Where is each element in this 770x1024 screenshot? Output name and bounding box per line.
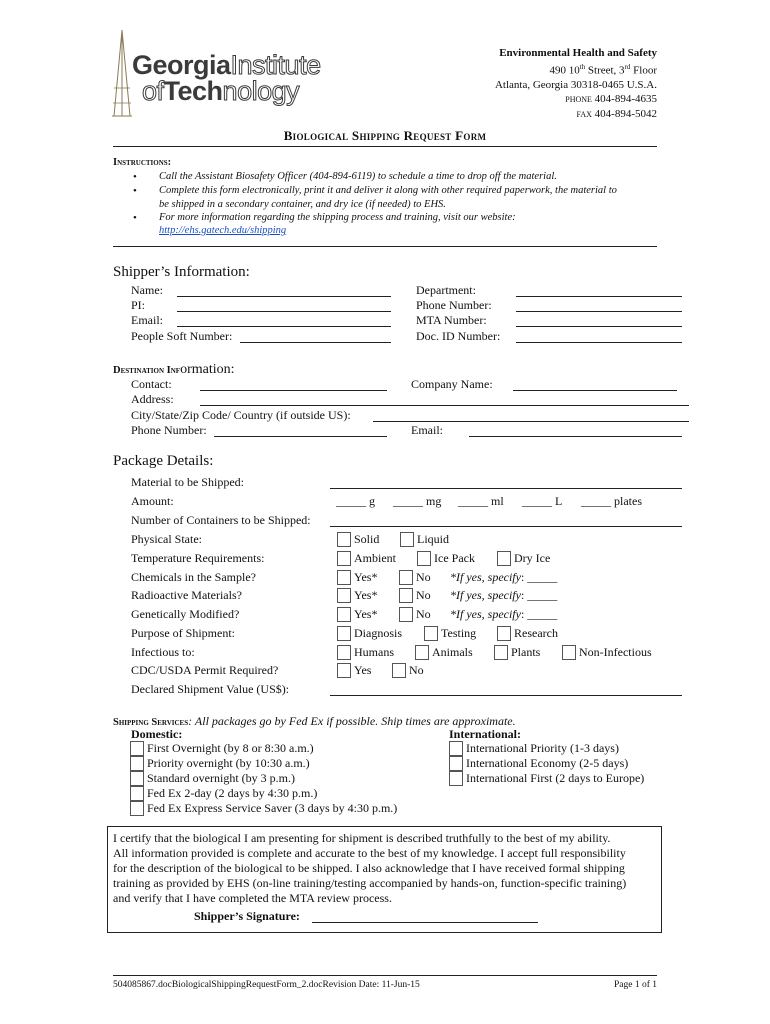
permit-yes-label: Yes [354,663,372,677]
chemicals-label: Chemicals in the Sample? [131,570,256,584]
genetically-no-label: No [416,607,431,621]
permit-label: CDC/USDA Permit Required? [131,663,279,677]
logo-nology: nology [222,76,300,106]
genetically-label: Genetically Modified? [131,607,240,621]
testing-label: Testing [441,626,477,640]
shipper-pi-field[interactable] [177,311,391,312]
cert-line-1: I certify that the biological I am presenting for shipment is described truthfully to the best of my ability. [113,831,611,845]
dest-email-label: Email: [411,423,443,437]
intl-first-checkbox[interactable] [449,771,463,786]
fedex-2day-label: Fed Ex 2-day (2 days by 4:30 p.m.) [147,786,318,800]
footer-rule [113,975,657,976]
fedex-2day-checkbox[interactable] [130,786,144,801]
radioactive-no-label: No [416,588,431,602]
doc-id-field[interactable] [516,342,682,343]
instruction-1: Call the Assistant Biosafety Officer (404-894-6119) to schedule a time to drop off the material. [159,171,557,182]
chemicals-no-checkbox[interactable] [399,570,413,585]
material-label: Material to be Shipped: [131,475,244,489]
permit-yes-checkbox[interactable] [337,663,351,678]
logo-of: of [142,76,164,106]
express-saver-label: Fed Ex Express Service Saver (3 days by 4:30 p.m.) [147,801,398,815]
chemicals-specify[interactable]: *If yes, specify: _____ [450,570,558,584]
dry-ice-checkbox[interactable] [497,551,511,566]
permit-no-label: No [409,663,424,677]
ice-pack-checkbox[interactable] [417,551,431,566]
city-field[interactable] [373,421,689,422]
footer-page-number: Page 1 of 1 [613,980,657,990]
instruction-3: For more information regarding the shipping process and training, visit our website: [159,212,516,223]
title-rule [113,146,657,147]
genetically-no-checkbox[interactable] [399,607,413,622]
amount-label: Amount: [131,494,174,508]
testing-checkbox[interactable] [424,626,438,641]
first-overnight-checkbox[interactable] [130,741,144,756]
bullet: • [133,212,137,224]
contact-label: Contact: [131,377,172,391]
dept-name: Environmental Health and Safety [499,47,657,59]
temperature-label: Temperature Requirements: [131,551,265,565]
department-label: Department: [416,283,476,297]
cert-line-2: All information provided is complete and accurate to the best of my knowledge. I accept full responsibility [113,846,626,860]
logo-georgia: Georgia [132,50,231,80]
chemicals-yes-label: Yes* [354,570,378,584]
radioactive-no-checkbox[interactable] [399,588,413,603]
logo-institute: Institute [230,50,321,80]
certification-box [107,826,662,933]
chemicals-yes-checkbox[interactable] [337,570,351,585]
declared-value-field[interactable] [330,695,682,696]
ambient-label: Ambient [354,551,396,565]
priority-overnight-checkbox[interactable] [130,756,144,771]
intl-priority-checkbox[interactable] [449,741,463,756]
international-label: International: [449,727,521,741]
ice-pack-label: Ice Pack [434,551,475,565]
shipper-heading: Shipper’s Information: [113,264,250,280]
amount-g[interactable]: _____ g [336,494,375,508]
humans-label: Humans [354,645,394,659]
shipper-name-label: Name: [131,283,163,297]
bullet: • [133,171,137,183]
signature-field[interactable] [312,922,538,923]
diagnosis-checkbox[interactable] [337,626,351,641]
intl-economy-checkbox[interactable] [449,756,463,771]
instruction-2: Complete this form electronically, print it and deliver it along with other required paperwork, the material to [159,185,617,196]
express-saver-checkbox[interactable] [130,801,144,816]
radioactive-label: Radioactive Materials? [131,588,242,602]
instructions-rule [113,246,657,247]
containers-field[interactable] [330,526,682,527]
shipping-website-link[interactable]: http://ehs.gatech.edu/shipping [159,225,287,236]
shipping-services-heading: Shipping Services [113,717,189,728]
standard-overnight-checkbox[interactable] [130,771,144,786]
non-infectious-label: Non-Infectious [579,645,652,659]
radioactive-specify[interactable]: *If yes, specify: _____ [450,588,558,602]
signature-label: Shipper’s Signature: [194,909,300,923]
solid-checkbox[interactable] [337,532,351,547]
intl-priority-label: International Priority (1-3 days) [466,741,619,755]
radioactive-yes-label: Yes* [354,588,378,602]
company-field[interactable] [513,390,677,391]
fax-line: FAX 404-894-5042 [576,107,657,120]
shipper-phone-field[interactable] [516,311,682,312]
intl-first-label: International First (2 days to Europe) [466,771,645,785]
animals-label: Animals [432,645,473,659]
liquid-label: Liquid [417,532,449,546]
chemicals-no-label: No [416,570,431,584]
city-label: City/State/Zip Code/ Country (if outside US): [131,408,351,422]
cert-line-5: and verify that I have completed the MTA review process. [113,891,392,905]
dest-phone-label: Phone Number: [131,423,207,437]
address-label: Address: [131,392,174,406]
research-label: Research [514,626,558,640]
infectious-label: Infectious to: [131,645,195,659]
amount-l[interactable]: _____ L [522,494,563,508]
footer-doc-info: 504085867.docBiologicalShippingRequestForm_2.docRevision Date: 11-Jun-15 [113,980,420,990]
shipper-phone-label: Phone Number: [416,298,492,312]
mta-label: MTA Number: [416,313,487,327]
declared-value-label: Declared Shipment Value (US$): [131,682,290,696]
people-soft-field[interactable] [240,342,391,343]
amount-mg[interactable]: _____ mg [393,494,442,508]
doc-id-label: Doc. ID Number: [416,329,501,343]
genetically-specify[interactable]: *If yes, specify: _____ [450,607,558,621]
non-infectious-checkbox[interactable] [562,645,576,660]
cert-line-4: training as provided by EHS (on-line training/testing accompanied by hands-on, function-specific training) [113,876,627,890]
people-soft-label: People Soft Number: [131,329,233,343]
priority-overnight-label: Priority overnight (by 10:30 a.m.) [147,756,310,770]
package-heading: Package Details: [113,453,214,469]
form-title: Biological Shipping Request Form [283,128,487,143]
address-field[interactable] [200,405,689,406]
domestic-label: Domestic: [131,727,183,741]
logo [110,28,380,120]
plants-label: Plants [511,645,541,659]
shipper-name-field[interactable] [177,296,391,297]
plants-checkbox[interactable] [494,645,508,660]
diagnosis-label: Diagnosis [354,626,402,640]
destination-heading: Destination Information: [113,362,235,377]
amount-ml[interactable]: _____ ml [458,494,504,508]
intl-economy-label: International Economy (2-5 days) [466,756,629,770]
instruction-2b: be shipped in a secondary container, and dry ice (if needed) to EHS. [159,199,446,210]
dry-ice-label: Dry Ice [514,551,551,565]
shipper-email-label: Email: [131,313,163,327]
company-label: Company Name: [411,377,493,391]
animals-checkbox[interactable] [415,645,429,660]
containers-label: Number of Containers to be Shipped: [131,513,311,527]
permit-no-checkbox[interactable] [392,663,406,678]
standard-overnight-label: Standard overnight (by 3 p.m.) [147,771,295,785]
humans-checkbox[interactable] [337,645,351,660]
shipper-email-field[interactable] [177,326,391,327]
instructions-heading: Instructions: [113,157,172,168]
amount-plates[interactable]: _____ plates [581,494,642,508]
dest-phone-field[interactable] [214,436,387,437]
phone-line: PHONE 404-894-4635 [565,92,657,105]
department-field[interactable] [516,296,682,297]
dest-email-field[interactable] [469,436,682,437]
purpose-label: Purpose of Shipment: [131,626,235,640]
ambient-checkbox[interactable] [337,551,351,566]
cert-line-3: for the description of the biological to be shipped. I also acknowledge that I have received formal shipping [113,861,625,875]
tower-icon [110,28,134,120]
shipper-pi-label: PI: [131,298,146,312]
city-address: Atlanta, Georgia 30318-0465 U.S.A. [494,78,657,91]
shipping-services-note: : All packages go by Fed Ex if possible. Ship times are approximate. [188,714,516,728]
contact-field[interactable] [200,390,387,391]
first-overnight-label: First Overnight (by 8 or 8:30 a.m.) [147,741,314,755]
street-address: 490 10th Street, 3rd Floor [549,63,657,77]
physical-state-label: Physical State: [131,532,202,546]
radioactive-yes-checkbox[interactable] [337,588,351,603]
mta-field[interactable] [516,326,682,327]
logo-tech: Tech [163,76,223,106]
genetically-yes-checkbox[interactable] [337,607,351,622]
bullet: • [133,185,137,197]
genetically-yes-label: Yes* [354,607,378,621]
solid-label: Solid [354,532,380,546]
liquid-checkbox[interactable] [400,532,414,547]
material-field[interactable] [330,488,682,489]
research-checkbox[interactable] [497,626,511,641]
address-block [495,46,657,122]
